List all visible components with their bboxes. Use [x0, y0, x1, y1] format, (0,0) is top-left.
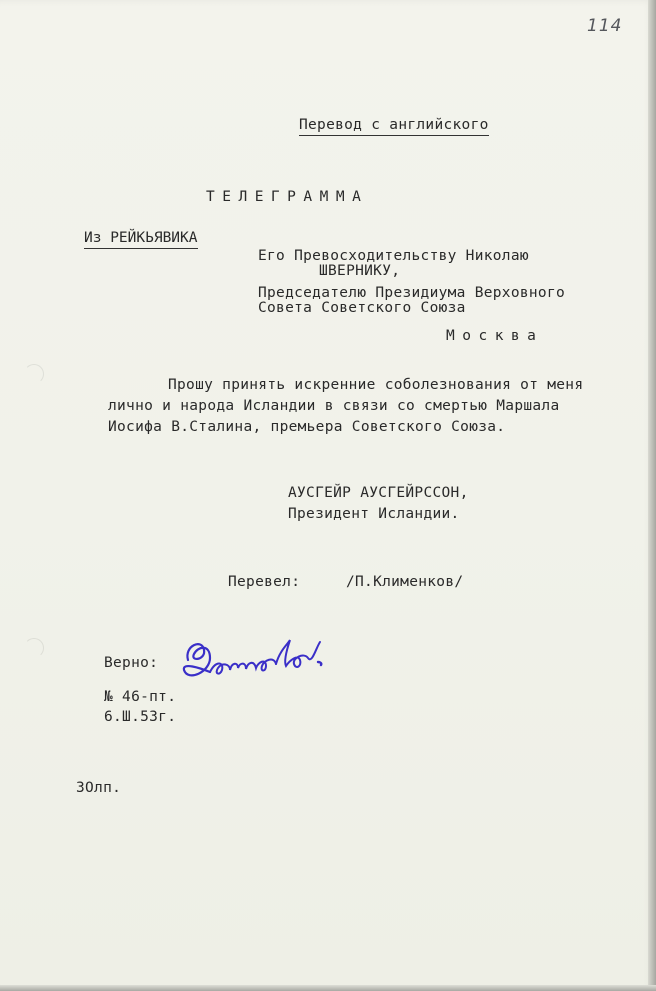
verification-label: Верно:	[104, 655, 159, 671]
translator-name: /П.Клименков/	[346, 574, 464, 590]
addressee-line-3: Председателю Президиума Верховного	[258, 285, 566, 301]
page-edge-bottom	[0, 985, 656, 991]
sender-title: Президент Исландии.	[288, 506, 460, 522]
translator-label: Перевел:	[228, 574, 301, 590]
addressee-line-2: ШВЕРНИКУ,	[319, 263, 401, 279]
body-line-1: Прошу принять искренние соболезнования от меня	[168, 377, 584, 393]
reference-number: № 46-пт.	[104, 689, 177, 705]
reference-date: 6.Ш.53г.	[104, 709, 177, 725]
origin-line: Из РЕЙКЬЯВИКА	[84, 231, 198, 249]
punch-hole-mark	[24, 638, 44, 658]
addressee-line-1: Его Превосходительству Николаю	[258, 248, 529, 264]
page-edge-right	[648, 0, 656, 991]
addressee-line-4: Совета Советского Союза	[258, 300, 466, 316]
translation-note: Перевод с английского	[299, 118, 489, 136]
body-line-2: лично и народа Исландии в связи со смертью Маршала	[108, 398, 560, 414]
copies-note: 3Олп.	[76, 780, 122, 796]
addressee-city: Москва	[446, 328, 544, 344]
handwritten-signature	[180, 632, 345, 692]
sender-name: АУСГЕЙР АУСГЕЙРССОН,	[288, 485, 469, 501]
punch-hole-mark	[24, 364, 44, 384]
archive-page-number: 114	[587, 16, 623, 36]
body-line-3: Иосифа В.Сталина, премьера Советского Союза.	[108, 419, 506, 435]
document-type-heading: ТЕЛЕГРАММА	[206, 189, 369, 205]
